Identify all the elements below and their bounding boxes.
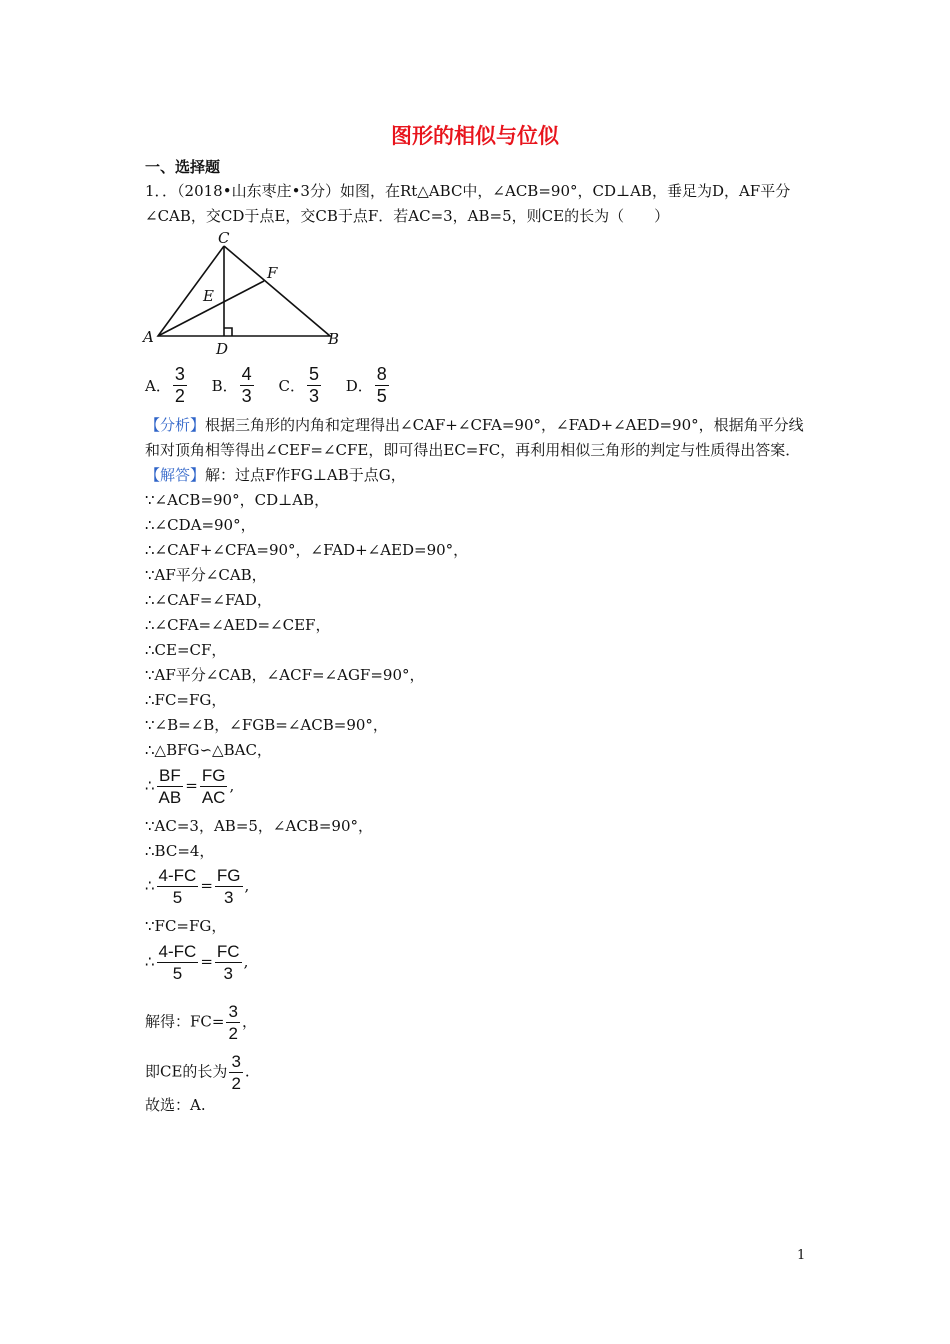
- option-a: A． $\frac{3}{2}$: [145, 364, 185, 406]
- choice-line: 故选：A.: [145, 1096, 206, 1114]
- question-line-1: 1．．（2018•山东枣庄•3分）如图，在Rt△ABC中，∠ACB=90°，CD⊥AB，垂足为D，AF平分: [145, 182, 791, 200]
- option-c: C． $\frac{5}{3}$: [278, 364, 319, 406]
- solution-step: ∵AF平分∠CAB，∠ACF=∠AGF=90°，: [145, 666, 425, 684]
- solution-step-ac: ∵AC=3，AB=5，∠ACB=90°，: [145, 817, 373, 835]
- equation-ratio-2: ∴ $\frac{4-FC}{5}$ = $\frac{FG}{3}$ ,: [145, 866, 250, 907]
- options-row: [145, 365, 409, 406]
- solution-step: ∵AF平分∠CAB，: [145, 566, 267, 584]
- solution-step: ∴∠CDA=90°，: [145, 516, 256, 534]
- result-line: 即CE的长为 $\frac{3}{2}$ .: [145, 1052, 250, 1093]
- label-c: C: [218, 229, 230, 247]
- label-d: D: [216, 340, 229, 358]
- solution-intro: 【解答】解：过点F作FG⊥AB于点G，: [145, 466, 406, 484]
- solution-step: ∴∠CAF+∠CFA=90°，∠FAD+∠AED=90°，: [145, 541, 469, 559]
- equation-ratio-3: ∴ $\frac{4-FC}{5}$ = $\frac{FC}{3}$ ,: [145, 942, 249, 983]
- option-d: D． $\frac{8}{5}$: [345, 364, 387, 406]
- label-a: A: [143, 328, 154, 346]
- solution-step-fcfg: ∵FC=FG，: [145, 917, 227, 935]
- solve-line: 解得：FC= $\frac{3}{2}$ ，: [145, 1002, 257, 1043]
- solution-step: ∴∠CAF=∠FAD，: [145, 591, 272, 609]
- solution-step: ∴CE=CF，: [145, 641, 227, 659]
- label-e: E: [203, 287, 214, 305]
- label-f: F: [267, 264, 278, 282]
- triangle-figure: [140, 228, 350, 358]
- page-title: 图形的相似与位似: [391, 124, 559, 148]
- solution-step: ∴∠CFA=∠AED=∠CEF，: [145, 616, 331, 634]
- solution-step: ∴△BFG∽△BAC，: [145, 741, 272, 759]
- analysis-line-2: 和对顶角相等得出∠CEF=∠CFE，即可得出EC=FC，再利用相似三角形的判定与性质得出答案．: [145, 441, 801, 459]
- solution-tag: 【解答】: [145, 466, 206, 484]
- solution-step-bc: ∴BC=4，: [145, 842, 215, 860]
- analysis-tag: 【分析】: [145, 416, 206, 434]
- solution-step: ∴FC=FG，: [145, 691, 227, 709]
- section-heading: 一、选择题: [145, 158, 221, 176]
- solution-step: ∵∠B=∠B，∠FGB=∠ACB=90°，: [145, 716, 388, 734]
- option-b: B． $\frac{4}{3}$: [211, 364, 252, 406]
- analysis-line-1: 【分析】根据三角形的内角和定理得出∠CAF+∠CFA=90°，∠FAD+∠AED=90°，根据角平分线: [145, 416, 804, 434]
- solution-step: ∵∠ACB=90°，CD⊥AB，: [145, 491, 330, 509]
- page-number: 1: [797, 1248, 806, 1263]
- equation-ratio-1: ∴ $\frac{BF}{AB}$ = $\frac{FG}{AC}$ ,: [145, 766, 235, 807]
- question-line-2: ∠CAB，交CD于点E，交CB于点F．若AC=3，AB=5，则CE的长为（ ）: [145, 207, 670, 225]
- label-b: B: [328, 330, 340, 348]
- right-angle-mark: [224, 328, 232, 336]
